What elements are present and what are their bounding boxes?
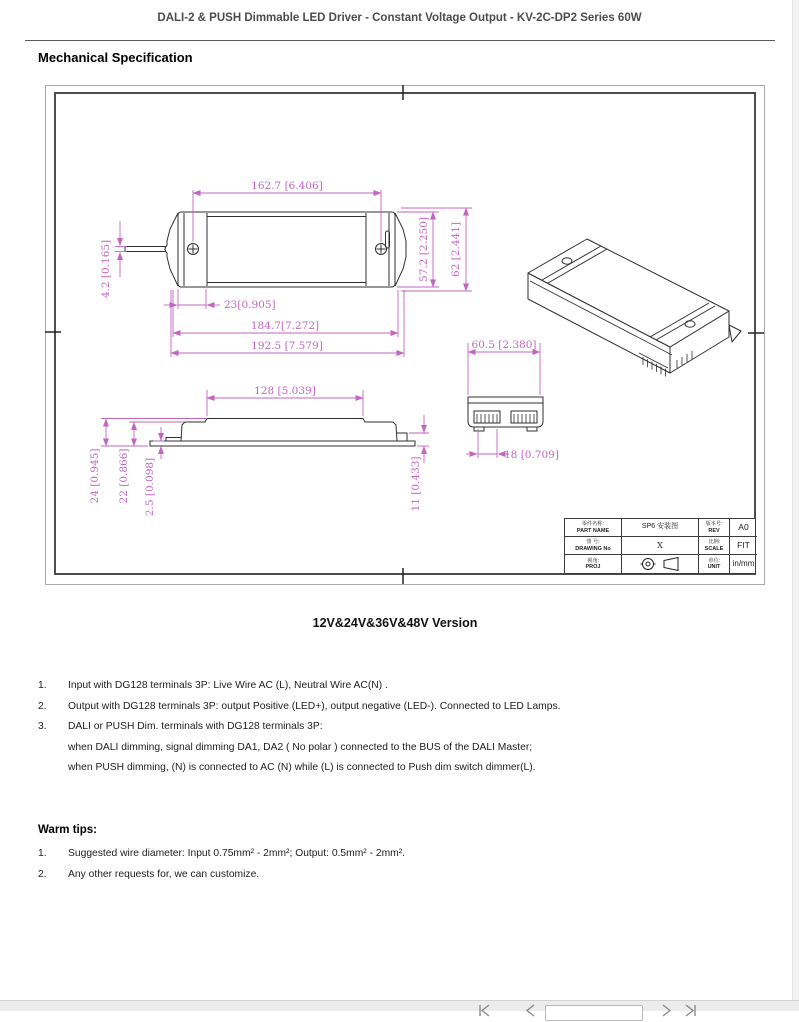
iso-mounting-clip <box>729 325 741 342</box>
proj-label-en: PROJ <box>585 564 601 570</box>
note-text: Output with DG128 terminals 3P: output Positive (LED+), output negative (LED-). Connected to LED Lamps. <box>68 700 561 712</box>
part-name-label <box>565 519 622 537</box>
next-page-icon[interactable] <box>660 1004 674 1018</box>
part-name-value: SP6 安装图 <box>641 523 679 531</box>
warm-tips-title: Warm tips: <box>38 824 97 836</box>
note-item <box>38 697 768 718</box>
top-view <box>125 212 406 287</box>
dim-top-length: 128 [5.039] <box>254 385 316 397</box>
unit-label-cn: 单位: <box>708 557 720 564</box>
part-name-label-cn: 零件名称: <box>581 521 605 528</box>
scale-label <box>699 537 730 555</box>
vertical-scrollbar[interactable] <box>792 0 799 1011</box>
drawing-no-label <box>565 537 622 555</box>
dim-bracket-span: 184.7[7.272] <box>250 320 320 332</box>
notes-list <box>38 676 768 779</box>
dim-body-height: 22 [0.866] <box>118 448 130 504</box>
dim-wire-size: 4.2 [0.165] <box>100 239 112 299</box>
top-view-dimensions <box>100 180 472 357</box>
tip-text: Any other requests for, we can customize. <box>68 868 260 880</box>
note-number: 2. <box>38 700 47 712</box>
pagination-bar <box>0 1000 799 1011</box>
version-caption: 12V&24V&36V&48V Version <box>312 616 478 630</box>
dim-connector-width: 18 [0.709] <box>504 449 559 461</box>
dim-screw-span: 162.7 [6.406] <box>251 180 323 192</box>
previous-page-icon[interactable] <box>524 1004 538 1018</box>
tip-text: Suggested wire diameter: Input 0.75mm² - 2mm²; Output: 0.5mm² - 2mm². <box>68 848 406 859</box>
unit-label-en: UNIT <box>707 564 721 570</box>
rev-label-en: REV <box>708 527 720 534</box>
end-view-dimensions <box>466 339 559 461</box>
note-item <box>38 717 768 738</box>
technical-drawing <box>45 85 765 585</box>
header-divider <box>25 40 775 41</box>
title-block <box>564 518 756 574</box>
dim-body-width: 57.2 [2.250] <box>418 217 430 282</box>
terminal-block-left <box>474 411 500 423</box>
last-page-icon[interactable] <box>684 1004 698 1018</box>
warm-tips-list <box>38 844 768 885</box>
part-name-label-en: PART NAME <box>576 527 610 534</box>
rev-value: A0 <box>738 521 749 532</box>
dim-overall-width: 62 [2.441] <box>450 222 462 277</box>
page-title: DALI-2 & PUSH Dimmable LED Driver - Constant Voltage Output - KV-2C-DP2 Series 60W <box>157 12 642 24</box>
dim-cap-length: 23[0.905] <box>224 299 276 311</box>
proj-label <box>565 555 622 573</box>
screw-left-icon <box>188 244 199 255</box>
note-number: 3. <box>38 721 47 732</box>
drawing-no-label-en: DRAWING No <box>575 545 611 552</box>
mechanical-drawing <box>45 85 765 585</box>
unit-value: in/mm <box>732 559 755 569</box>
note-item <box>38 676 768 697</box>
page-number-input[interactable] <box>545 1005 643 1021</box>
projection-symbol <box>622 555 699 573</box>
note-text: DALI or PUSH Dim. terminals with DG128 terminals 3P: <box>68 721 323 732</box>
screw-right-icon <box>376 244 387 255</box>
dim-endview-width: 60.5 [2.380] <box>471 339 537 351</box>
note-item-continuation <box>38 738 768 759</box>
scale-label-cn: 比例: <box>708 539 720 546</box>
first-page-icon[interactable] <box>478 1004 492 1018</box>
dim-end-height: 11 [0.433] <box>410 456 422 512</box>
tip-number: 1. <box>38 848 47 859</box>
unit-label <box>699 555 730 573</box>
dim-plate-thickness: 2.5 [0.098] <box>144 457 156 517</box>
tip-number: 2. <box>38 868 47 880</box>
dim-overall-length: 192.5 [7.579] <box>251 340 323 352</box>
output-wire <box>125 247 166 252</box>
terminal-block-right <box>511 411 537 423</box>
rev-label <box>699 519 730 537</box>
note-item-continuation <box>38 758 768 779</box>
drawing-no-value: X <box>657 540 663 550</box>
note-text: when DALI dimming, signal dimming DA1, DA2 ( No polar ) connected to the BUS of the DALI Master; <box>68 741 533 753</box>
drawing-no-label-cn: 图 号: <box>586 539 600 546</box>
section-title: Mechanical Specification <box>38 50 193 65</box>
third-angle-projection-icon <box>638 556 682 572</box>
side-view <box>150 419 415 447</box>
scale-label-en: SCALE <box>704 545 724 552</box>
note-text: when PUSH dimming, (N) is connected to AC (N) while (L) is connected to Push dim switch dimmer(L). <box>68 762 536 773</box>
end-view <box>468 397 543 431</box>
side-view-dimensions <box>89 385 429 516</box>
dim-overall-height: 24 [0.945] <box>89 448 101 504</box>
warm-tip-item <box>38 844 768 865</box>
rev-label-cn: 版本号: <box>705 521 723 528</box>
isometric-view <box>528 239 741 377</box>
proj-label-cn: 视角: <box>587 557 599 564</box>
scale-value: FIT <box>737 539 750 550</box>
note-number: 1. <box>38 680 47 691</box>
warm-tip-item <box>38 865 768 886</box>
note-text: Input with DG128 terminals 3P: Live Wire AC (L), Neutral Wire AC(N) . <box>68 680 388 691</box>
